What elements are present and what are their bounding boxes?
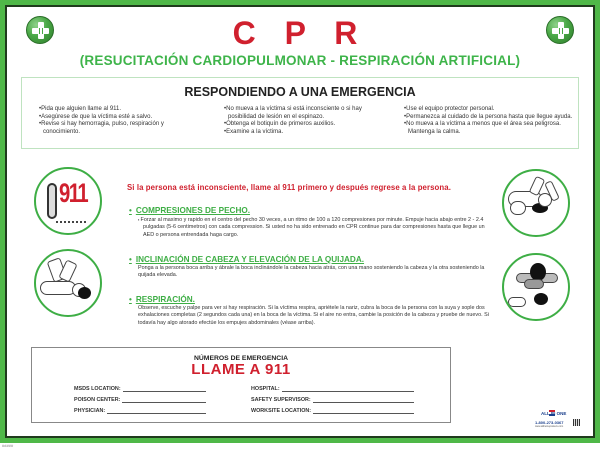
step-heading: COMPRESIONES DE PECHO. bbox=[135, 206, 251, 215]
step-heading: INCLINACIÓN DE CABEZA Y ELEVACIÓN DE LA QUIJADA. bbox=[135, 255, 365, 264]
responding-column-2 bbox=[224, 106, 389, 136]
worksite-location-field[interactable] bbox=[251, 406, 414, 414]
footnote: ##### bbox=[2, 443, 14, 448]
phone-911-icon bbox=[34, 167, 102, 235]
brand-name: ALL IN ONE bbox=[541, 411, 567, 416]
poster-content bbox=[5, 5, 595, 438]
poster-title: C P R bbox=[232, 15, 368, 51]
safety-supervisor-field[interactable] bbox=[251, 395, 414, 403]
step-body: Ponga a la persona boca arriba y ábrale la boca inclinándole la cabeza hacia atrás, con una mano sosteniendo la cabeza y la otra sosteniendo la quijada elevada. bbox=[138, 265, 485, 279]
chest-compression-illustration bbox=[34, 249, 102, 317]
list-item: • No mueva a la víctima a menos que el área sea peligrosa. Mantenga la calma. bbox=[404, 121, 584, 136]
poison-center-field[interactable] bbox=[74, 395, 206, 403]
list-item: • Obtenga el botiquín de primeros auxilios. bbox=[224, 121, 389, 129]
brand-url: www.allinoneposters.com bbox=[535, 425, 564, 428]
emergency-numbers-label: NÚMEROS DE EMERGENCIA bbox=[193, 355, 289, 362]
hospital-field[interactable] bbox=[251, 384, 414, 392]
field-label: POISON CENTER: bbox=[74, 397, 121, 403]
list-item: • Pida que alguien llame al 911. bbox=[39, 106, 189, 114]
step-heading: RESPIRACIÓN. bbox=[135, 295, 195, 304]
bullet-icon: • bbox=[129, 255, 132, 264]
phone-cord-icon bbox=[56, 217, 86, 223]
brand-phone: 1-800-273-0367 bbox=[535, 420, 564, 425]
telephone-handset-icon bbox=[47, 183, 57, 219]
msds-location-field[interactable] bbox=[74, 384, 206, 392]
step-body: Observe, escuche y palpe para ver si hay respiración. Si la víctima respira, apriétele la nariz, cubra la boca de la persona con la suya y sople dos exhalaciones completas (2 segundos cada una) en la boca de la víctima. Si el aire no entra, cambie la posición de la cabeza y pruebe de nuevo. Si todavía hay algo atorado efectúe los empujes abdominales (véase arriba). bbox=[138, 305, 489, 326]
field-label: SAFETY SUPERVISOR: bbox=[251, 397, 311, 403]
step-chest-compressions bbox=[129, 206, 494, 239]
list-item: • No mueva a la víctima si está inconsciente o si hay posibilidad de lesión en el espinazo. bbox=[224, 106, 389, 121]
field-label: WORKSITE LOCATION: bbox=[251, 408, 312, 414]
emergency-numbers-box bbox=[31, 347, 451, 423]
list-item: • Asegúrese de que la víctima esté a salvo. bbox=[39, 114, 189, 122]
list-item: • Examine a la víctima. bbox=[224, 129, 389, 137]
step-breathing bbox=[129, 295, 494, 327]
head-tilt-illustration bbox=[502, 169, 570, 237]
responding-title: RESPONDIENDO A UNA EMERGENCIA bbox=[184, 85, 416, 99]
alert-message: Si la persona está inconsciente, llame al 911 primero y después regrese a la persona. bbox=[127, 183, 451, 192]
step-head-tilt bbox=[129, 255, 494, 280]
field-label: HOSPITAL: bbox=[251, 386, 280, 392]
poster-subtitle: (RESUCITACIÓN CARDIOPULMONAR - RESPIRACIÓN ARTIFICIAL) bbox=[79, 53, 521, 68]
field-label: PHYSICIAN: bbox=[74, 408, 106, 414]
bullet-icon: • bbox=[129, 295, 132, 304]
call-911-heading: LLAME A 911 bbox=[191, 361, 291, 378]
step-body: ▪ Forzar al maximo y rapido en el centro del pecho 30 veces, a un ritmo de 100 a 120 compresiones por minute. Empuje hacia abajo entre 2 - 2.4 pulgadas (5-6 centimetros) con cada compression. Si usted no ha sido entrenado en CPR continue para dar compresiones hasta que llegue un AED o persona entrendada haga cargo. bbox=[129, 216, 494, 239]
bullet-icon: • bbox=[129, 206, 132, 215]
field-label: MSDS LOCATION: bbox=[74, 386, 121, 392]
list-item: • Permanezca al cuidado de la persona hasta que llegue ayuda. bbox=[404, 114, 584, 122]
list-item: • Revise si hay hemorragia, pulso, respiración y conocimiento. bbox=[39, 121, 189, 136]
physician-field[interactable] bbox=[74, 406, 206, 414]
call-911-label: 911 bbox=[59, 178, 88, 208]
rescue-breathing-illustration bbox=[502, 253, 570, 321]
responding-column-1 bbox=[39, 106, 189, 136]
responding-column-3 bbox=[404, 106, 584, 136]
qr-code-icon bbox=[573, 419, 580, 426]
list-item: • Use el equipo protector personal. bbox=[404, 106, 584, 114]
responding-section bbox=[21, 77, 579, 149]
brand-logo bbox=[535, 410, 587, 432]
